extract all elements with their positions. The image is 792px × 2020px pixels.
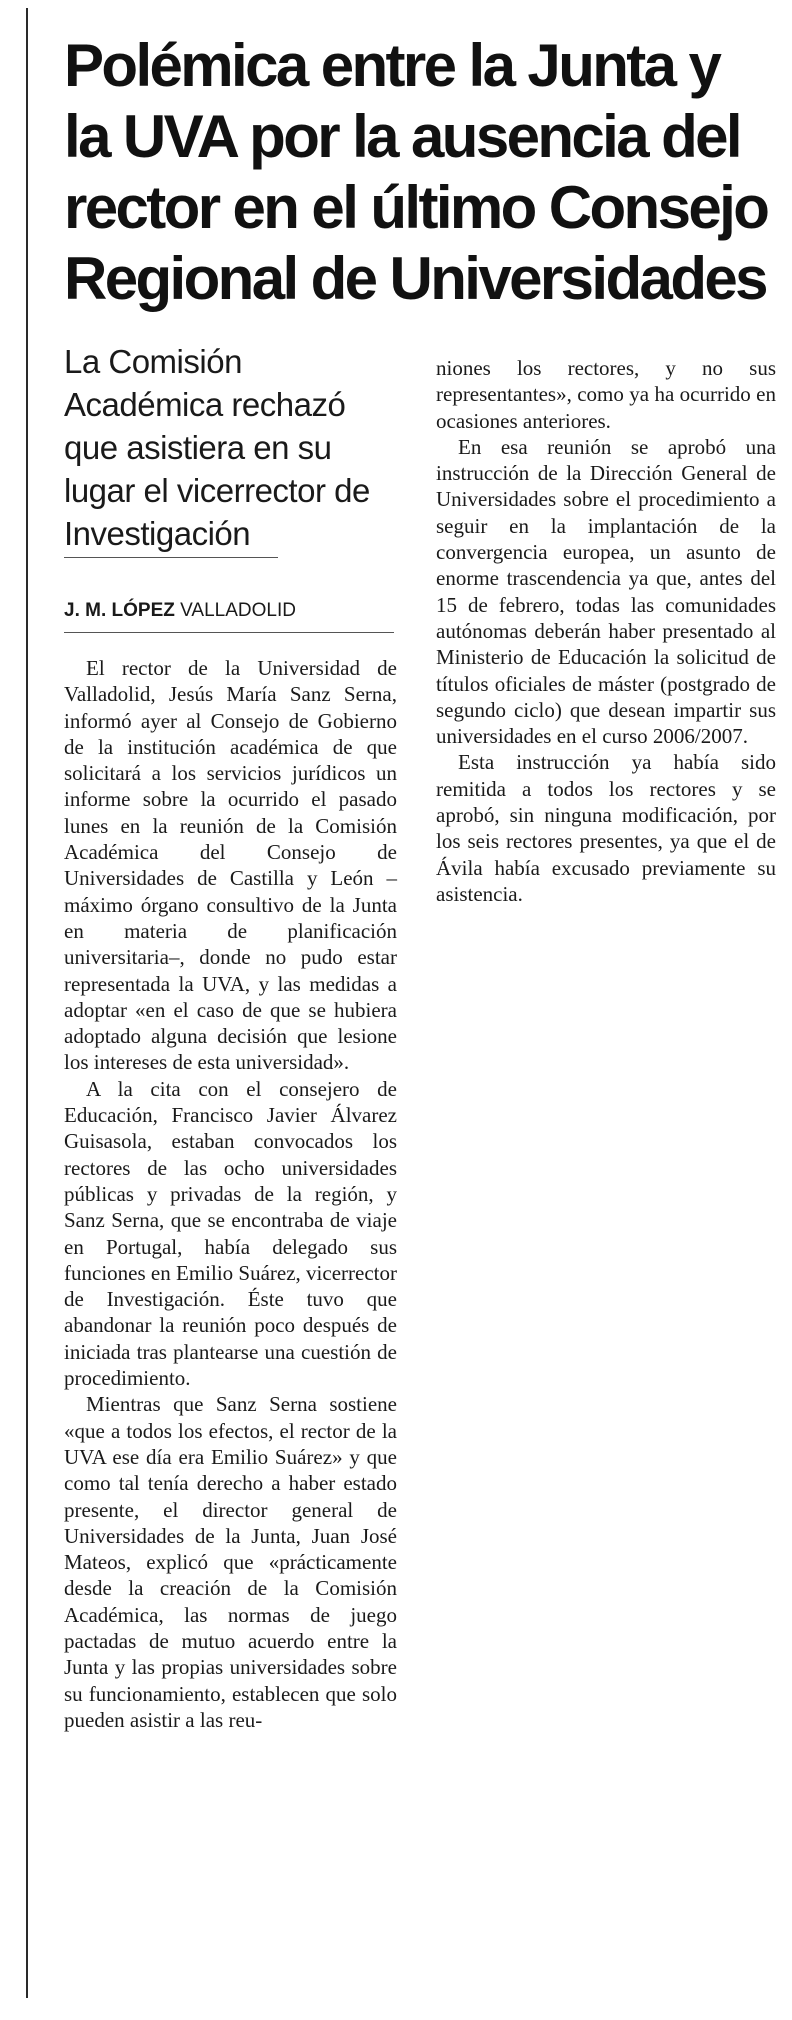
column-divider-rule xyxy=(26,8,28,1998)
byline-rule xyxy=(64,632,394,633)
body-column-left xyxy=(64,655,397,1733)
headline-line-4: Regional de Universidades xyxy=(64,245,766,312)
body-paragraph: A la cita con el consejero de Educación, Francisco Javier Álvarez Guisasola, estaban convocados los rectores de las ocho universidades públicas y privadas de la región, y Sanz Serna, que se encontraba de viaje en Portugal, había delegado sus funciones en Emilio Suárez, vicerrector de Investigación. Éste tuvo que abandonar la reunión poco después de iniciada tras plantearse una cuestión de procedimiento. xyxy=(64,1076,397,1391)
body-paragraph: En esa reunión se aprobó una instrucción de la Dirección General de Universidades sobre el procedimiento a seguir en la implantación de la convergencia europea, un asunto de enorme trascendencia ya que, antes del 15 de febrero, todas las comunidades autónomas deberán haber presentado al Ministerio de Educación la solicitud de títulos oficiales de máster (postgrado de segundo ciclo) que desean impartir sus universidades en el curso 2006/2007. xyxy=(436,434,776,749)
body-paragraph-continued: niones los rectores, y no sus representantes», como ya ha ocurrido en ocasiones anteriores. xyxy=(436,356,776,433)
headline xyxy=(64,30,774,314)
body-paragraph: Esta instrucción ya había sido remitida a todos los rectores y se aprobó, sin ninguna modificación, por los seis rectores presentes, ya que el de Ávila había excusado previamente su asistencia. xyxy=(436,750,776,906)
body-column-right xyxy=(436,355,776,907)
subheadline: La Comisión Académica rechazó que asistiera en su lugar el vicerrector de Investigación xyxy=(64,343,370,552)
byline-location: VALLADOLID xyxy=(180,600,296,621)
subheadline-rule xyxy=(64,557,278,558)
headline-line-1: Polémica entre la Junta y xyxy=(64,32,720,99)
headline-line-2: la UVA por la ausencia del xyxy=(64,103,740,170)
body-paragraph: Mientras que Sanz Serna sostiene «que a todos los efectos, el rector de la UVA ese día era Emilio Suárez» y que como tal tenía derecho a haber estado presente, el director general de Universidades de la Junta, Juan José Mateos, explicó que «prácticamente desde la creación de la Comisión Académica, las normas de juego pactadas de mutuo acuerdo entre la Junta y las propias universidades sobre su funcionamiento, establecen que solo pueden asistir a las reu- xyxy=(64,1392,397,1732)
body-paragraph: El rector de la Universidad de Valladolid, Jesús María Sanz Serna, informó ayer al Consejo de Gobierno de la institución académica de que solicitará a los servicios jurídicos un informe sobre la ocurrido el pasado lunes en la reunión de la Comisión Académica del Consejo de Universidades de Castilla y León –máximo órgano consultivo de la Junta en materia de planificación universitaria–, donde no pudo estar representada la UVA, y las medidas a adoptar «en el caso de que se hubiera adoptado alguna decisión que lesione los intereses de esta universidad». xyxy=(64,656,397,1075)
byline-author: J. M. LÓPEZ xyxy=(64,600,175,621)
headline-line-3: rector en el último Consejo xyxy=(64,174,768,241)
byline xyxy=(64,600,296,622)
